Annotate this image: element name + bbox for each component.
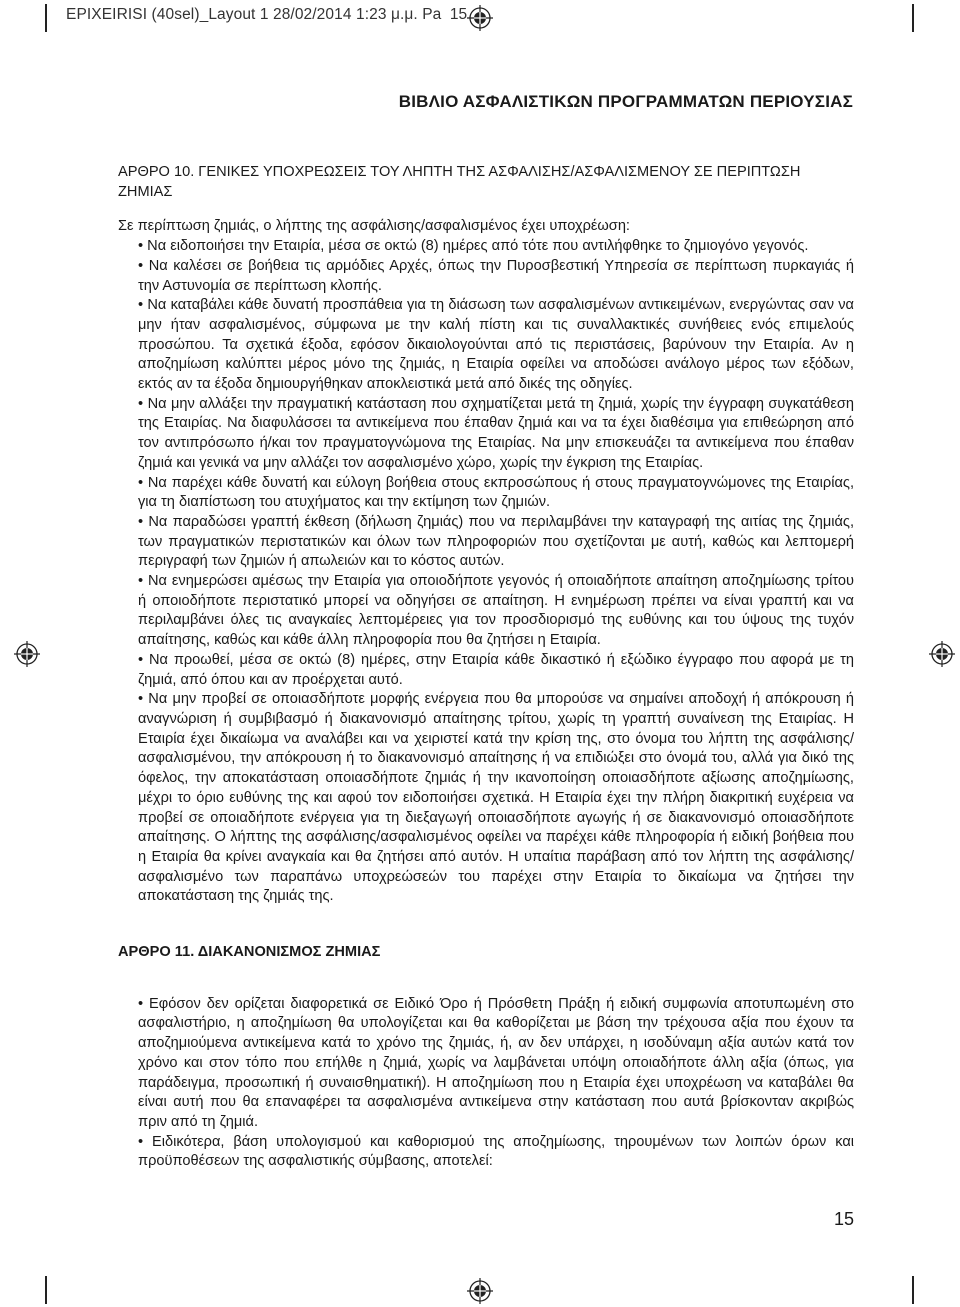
article-11-bullet-1: • Εφόσον δεν ορίζεται διαφορετικά σε Ειδικό Όρο ή Πρόσθετη Πράξη ή ειδική συμφωνία αποτυπωμένη στο ασφαλιστήριο, η αποζημίωση θα υπολογίζεται και θα καθορίζεται με βάση την τρέχουσα αξία που έχουν τα αποζημιούμενα αντικείμενα κατά το χρόνο της ζημιάς, ή, αν δεν υπάρχει, η ισοδύναμη αξία αυτών κατά τον χρόνο και στον τόπο που επήλθε η ζημιά, χωρίς να λαμβάνεται υπόψη οποιαδήποτε άλλη αξία (όπως, για παράδειγμα, προσωπική ή συναισθηματική). Η αποζημίωση που η Εταιρία έχει υποχρέωση να καταβάλει θα είναι αυτή που θα επαναφέρει τα ασφαλισμένα αντικείμενα στην κατάσταση που αυτά βρίσκονταν ακριβώς πριν από τη ζημιά. <box>138 995 854 1130</box>
article-11-bullet-2: • Ειδικότερα, βάση υπολογισμού και καθορισμού της αποζημίωσης, τηρουμένων των λοιπών όρων και προϋποθέσεων της ασφαλιστικής σύμβασης, αποτελεί: <box>138 1133 854 1170</box>
article-10-bullet-8: • Να προωθεί, μέσα σε οκτώ (8) ημέρες, στην Εταιρία κάθε δικαστικό ή εξώδικο έγγραφο που αφορά με τη ζημιά, από όπου και αν προέρχεται αυτό. <box>138 651 854 688</box>
registration-mark-right-icon <box>929 641 955 667</box>
crop-mark-top-left <box>45 4 47 32</box>
article-10-intro: Σε περίπτωση ζημιάς, ο λήπτης της ασφάλισης/ασφαλισμένος έχει υποχρέωση: <box>118 218 630 235</box>
article-10-bullet-4: • Να μην αλλάξει την πραγματική κατάσταση που σχηματίζεται μετά τη ζημιά, χωρίς την έγγραφη συγκατάθεση της Εταιρίας. Να διαφυλάσσει τα αντικείμενα που έπαθαν ζημιά και να τα έχει διαθέσιμα για επιθεώρηση από τον αντιπρόσωπο ή/και τον πραγματογνώμονα της Εταιρίας. Να μην επισκευάζει τα αντικείμενα που έπαθαν ζημιά και γενικά να μην αλλάζει τον ασφαλισμένο χώρο, χωρίς την έγκριση της Εταιρίας. <box>138 395 854 471</box>
article-10-heading: ΑΡΘΡΟ 10. ΓΕΝΙΚΕΣ ΥΠΟΧΡΕΩΣΕΙΣ ΤΟΥ ΛΗΠΤΗ ΤΗΣ ΑΣΦΑΛΙΣΗΣ/ΑΣΦΑΛΙΣΜΕΝΟΥ ΣΕ ΠΕΡΙΠΤΩΣΗ ΖΗΜΙΑΣ <box>118 164 801 200</box>
slug-suffix: 15 <box>449 6 468 23</box>
article-10-bullet-1: • Να ειδοποιήσει την Εταιρία, μέσα σε οκτώ (8) ημέρες από τότε που αντιλήφθηκε το ζημιογόνο γεγονός. <box>138 238 809 255</box>
article-10-bullet-6: • Να παραδώσει γραπτή έκθεση (δήλωση ζημιάς) που να περιλαμβάνει την καταγραφή της αιτίας της ζημιάς, των πραγματικών περιστατικών και όλων των πληροφοριών που σχετίζονται με αυτή, καθώς και λεπτομερή περιγραφή των ζημιών ή απωλειών και το κόστος αυτών. <box>138 513 854 570</box>
article-10-bullet-7: • Να ενημερώσει αμέσως την Εταιρία για οποιοδήποτε γεγονός ή οποιαδήποτε απαίτηση αποζημίωσης τρίτου ή οποιοδήποτε περιστατικό μπορεί να οδηγήσει σε απαίτηση. Η ενημέρωση πρέπει να είναι γραπτή και να περιλαμβάνει όλες τις αναγκαίες λεπτομέρειες για τον προσδιορισμό της ευθύνης και του ύψους της τυχόν απαίτησης, καθώς και κάθε άλλη πληροφορία που θα ζητήσει η Εταιρία. <box>138 573 854 649</box>
page-body <box>118 163 854 1172</box>
page-number: 15 <box>833 1209 854 1229</box>
article-10-bullet-3: • Να καταβάλει κάθε δυνατή προσπάθεια για τη διάσωση των ασφαλισμένων αντικειμένων, ενεργώντας σαν να μην ήταν ασφαλισμένος, σύμφωνα με την καλή πίστη και τις συναλλακτικές συνήθειες ενός επιμελούς προσώπου. Τα σχετικά έξοδα, εφόσον δικαιολογούνται από τις περιστάσεις, βαρύνουν την Εταιρία. Αν η αποζημίωση καλύπτει μέρος μόνο της ζημιάς, η Εταιρία οφείλει να αποδώσει ανάλογο μέρος των εξόδων, εκτός αν τα έξοδα δημιουργήθηκαν αποκλειστικά μετά από δικές της οδηγίες. <box>138 297 854 393</box>
article-11-heading: ΑΡΘΡΟ 11. ΔΙΑΚΑΝΟΝΙΣΜΟΣ ΖΗΜΙΑΣ <box>118 944 381 961</box>
registration-mark-top-icon <box>467 5 493 31</box>
crop-mark-bottom-right <box>912 1276 914 1304</box>
slug-prefix: EPIXEIRISI (40sel)_Layout 1 28/02/2014 1:23 μ.μ. Pa <box>66 6 442 23</box>
crop-mark-bottom-left <box>45 1276 47 1304</box>
article-10-bullet-5: • Να παρέχει κάθε δυνατή και εύλογη βοήθεια στους εκπροσώπους ή στους πραγματογνώμονες της Εταιρίας, για τη διαπίστωση του ατυχήματος και την εκτίμηση των ζημιών. <box>138 474 854 511</box>
running-head: ΒΙΒΛΙΟ ΑΣΦΑΛΙΣΤΙΚΩΝ ΠΡΟΓΡΑΜΜΑΤΩΝ ΠΕΡΙΟΥΣΙΑΣ <box>398 92 853 111</box>
article-10-bullet-9: • Να μην προβεί σε οποιασδήποτε μορφής ενέργεια που θα μπορούσε να σημαίνει αποδοχή ή απόκρουση ή αναγνώριση ή συμβιβασμό ή διακανονισμό απαίτησης τρίτου, χωρίς τη γραπτή συναίνεση της Εταιρίας. Η Εταιρία έχει δικαίωμα να αναλάβει και να χειριστεί κατά την κρίση της, στο όνομα του λήπτη της ασφάλισης/ασφαλισμένου, την απόκρουση ή το διακανονισμό απαίτησης ή να επιδιώξει στο όνομά του, αλλά για δικό της όφελος, την αποκατάσταση οποιασδήποτε ζημιάς ή την ικανοποίηση οποιασδήποτε αξίωσης αποζημίωσης, μέχρι το όριο ευθύνης της και αφού τον ειδοποιήσει σχετικά. Η Εταιρία έχει την πλήρη διακριτική ευχέρεια να προβεί σε οποιαδήποτε ενέργεια για τη διεξαγωγή οποιασδήποτε αγωγής ή σε διακανονισμό οποιασδήποτε απαίτησης. Ο λήπτης της ασφάλισης/ασφαλισμένος οφείλει να παρέχει κάθε πληροφορία ή ειδική βοήθεια που η Εταιρία θα κρίνει αναγκαία και θα ζητήσει από αυτόν. Η υπαίτια παράβαση από τον λήπτη της ασφάλισης/ασφαλισμένο των παραπάνω υποχρεώσεών του παρέχει στην Εταιρία το δικαίωμα να ζητήσει την αποκατάσταση της ζημιάς της. <box>138 691 854 905</box>
article-10-bullet-2: • Να καλέσει σε βοήθεια τις αρμόδιες Αρχές, όπως την Πυροσβεστική Υπηρεσία σε περίπτωση πυρκαγιάς ή την Αστυνομία σε περίπτωση κλοπής. <box>138 257 854 294</box>
crop-mark-top-right <box>912 4 914 32</box>
registration-mark-bottom-icon <box>467 1278 493 1304</box>
printer-slug <box>66 6 467 24</box>
registration-mark-left-icon <box>14 641 40 667</box>
